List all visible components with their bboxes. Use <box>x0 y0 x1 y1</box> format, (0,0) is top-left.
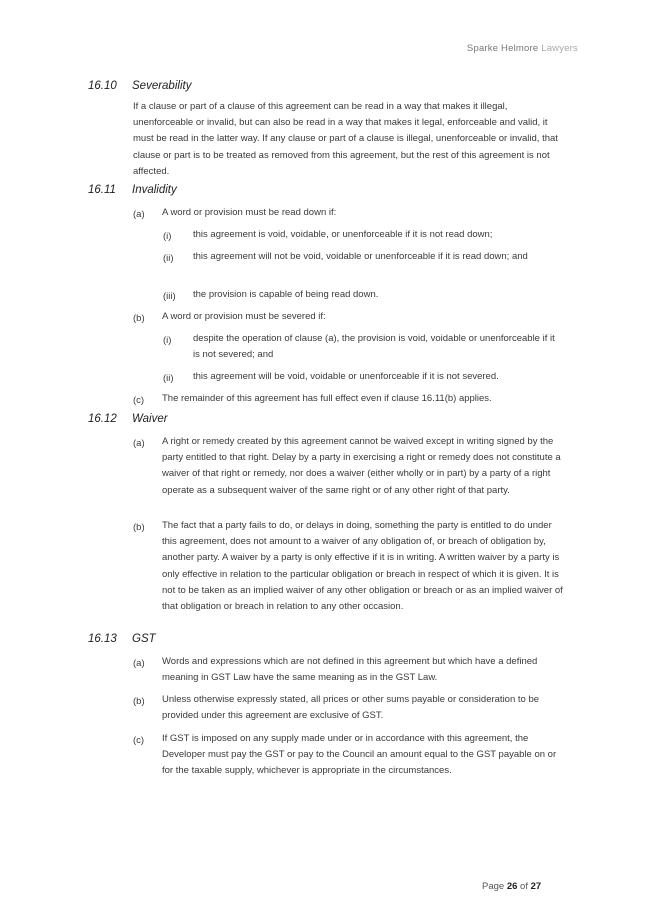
subclause-text: The remainder of this agreement has full effect even if clause 16.11(b) applies. <box>162 393 492 404</box>
subclause-label: (b) <box>133 313 145 324</box>
clause-heading-16-11 <box>88 184 177 196</box>
clause-number: 16.13 <box>88 633 117 645</box>
page-header <box>467 43 578 54</box>
firm-name: Sparke Helmore <box>466 43 539 54</box>
subclause-text: The fact that a party fails to do, or delays in doing, something the party is entitled to do under this agreement, does not amount to a waiver of any obligation of, or breach of obligation by, another party. A waiver by a party is only effective if it is in writing. A written waiver by a party is only effective in relation to the particular obligation or breach in respect of which it is given. It is not to be taken as an implied waiver of any other obligation or breach or as an implied waiver of that obligation or breach in relation to any other occasion. <box>162 520 563 613</box>
clause-title: GST <box>132 633 156 645</box>
subclause-text: A word or provision must be read down if: <box>162 207 337 218</box>
subclause-text: A right or remedy created by this agreement cannot be waived except in writing signed by the party entitled to that right. Delay by a party in exercising a right or remedy does not constitute a waiver of that right or remedy, nor does a waiver (either wholly or in part) by a party of a right operate as a subsequent waiver of the same right or of any other right of that party. <box>162 436 561 496</box>
item-label: (i) <box>163 231 172 242</box>
clause-number: 16.10 <box>88 80 117 92</box>
item-text: despite the operation of clause (a), the provision is void, voidable or unenforceable if it is not severed; and <box>193 333 555 361</box>
page-number: 26 <box>506 881 518 892</box>
of-word: of <box>520 881 528 892</box>
subclause-label: (b) <box>133 522 145 533</box>
clause-title: Waiver <box>132 413 168 425</box>
clause-number: 16.11 <box>88 184 116 196</box>
subclause-text: If GST is imposed on any supply made under or in accordance with this agreement, the Developer must pay the GST or pay to the Council an amount equal to the GST payable on or for the taxable supply, whichever is appropriate in the circumstances. <box>162 733 557 777</box>
item-text: this agreement will not be void, voidable or unenforceable if it is read down; and <box>193 251 528 262</box>
subclause-label: (c) <box>133 395 145 406</box>
clause-number: 16.12 <box>88 413 117 425</box>
subclause-label: (b) <box>133 696 145 707</box>
clause-body-16-10: If a clause or part of a clause of this agreement can be read in a way that makes it illegal, unenforceable or invalid, but can also be read in a way that makes it legal, enforceable and valid, it must be read in the latter way. If any clause or part of a clause is illegal, unenforceable or invalid, that clause or part is to be treated as removed from this agreement, but the rest of this agreement is not affected. <box>133 101 558 177</box>
clause-title: Invalidity <box>132 184 177 196</box>
subclause-label: (a) <box>133 209 145 220</box>
firm-suffix: Lawyers <box>541 43 578 54</box>
item-text: this agreement will be void, voidable or unenforceable if it is not severed. <box>193 371 499 382</box>
subclause-text: A word or provision must be severed if: <box>162 311 326 322</box>
subclause-label: (a) <box>133 438 145 449</box>
item-label: (ii) <box>163 253 174 264</box>
item-label: (i) <box>163 335 172 346</box>
clause-title: Severability <box>132 80 192 92</box>
clause-heading-16-13 <box>88 633 156 645</box>
item-text: this agreement is void, voidable, or unenforceable if it is not read down; <box>193 229 493 240</box>
subclause-label: (c) <box>133 735 145 746</box>
subclause-label: (a) <box>133 658 145 669</box>
page-word: Page <box>482 881 505 892</box>
subclause-text: Words and expressions which are not defined in this agreement but which have a defined meaning in GST Law have the same meaning as in the GST Law. <box>162 656 538 684</box>
page-total: 27 <box>530 881 542 892</box>
clause-heading-16-10 <box>88 80 191 92</box>
clause-heading-16-12 <box>88 413 168 425</box>
item-label: (iii) <box>163 291 176 302</box>
item-text: the provision is capable of being read down. <box>193 289 379 300</box>
page-footer <box>482 881 541 892</box>
item-label: (ii) <box>163 373 174 384</box>
subclause-text: Unless otherwise expressly stated, all prices or other sums payable or consideration to be provided under this agreement are exclusive of GST. <box>162 694 540 722</box>
